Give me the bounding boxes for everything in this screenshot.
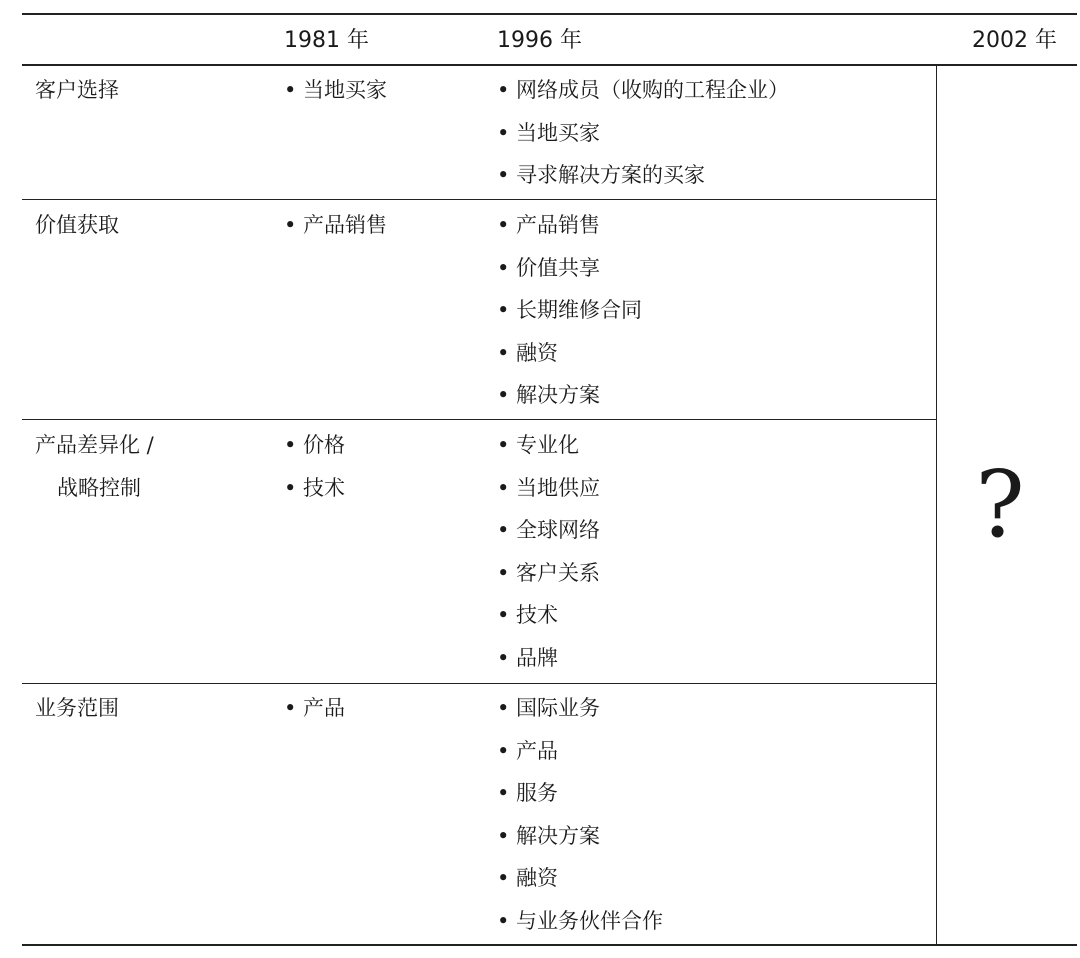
list-item: • 与业务伙伴合作 xyxy=(497,908,664,933)
label-line: 战略控制 xyxy=(57,475,141,500)
table-top-rule xyxy=(22,13,1077,15)
row-1996-value-capture xyxy=(497,210,642,423)
label-line: 业务范围 xyxy=(35,696,119,720)
row-divider xyxy=(22,199,936,200)
list-item: • 产品 xyxy=(284,696,346,720)
list-item: • 价格 xyxy=(284,433,346,457)
list-item: • 客户关系 xyxy=(497,560,601,585)
row-1981-value-capture xyxy=(284,210,387,253)
list-item: • 当地供应 xyxy=(497,475,601,500)
row-1981-business-scope xyxy=(284,693,345,736)
list-item: • 网络成员（收购的工程企业） xyxy=(497,78,790,102)
row-1981-differentiation xyxy=(284,430,345,515)
row-1981-customer-selection xyxy=(284,75,387,118)
header-2002: 2002 年 xyxy=(972,28,1057,53)
list-item: • 技术 xyxy=(284,475,346,500)
row-1996-business-scope xyxy=(497,693,663,949)
row-divider xyxy=(22,419,936,420)
question-mark-2002: ? xyxy=(975,451,1025,558)
list-item: • 产品销售 xyxy=(497,213,601,237)
list-item: • 当地买家 xyxy=(497,120,601,145)
list-item: • 品牌 xyxy=(497,645,559,670)
row-label-customer-selection xyxy=(35,75,119,118)
row-1996-customer-selection xyxy=(497,75,789,203)
header-1981: 1981 年 xyxy=(284,28,369,53)
list-item: • 寻求解决方案的买家 xyxy=(497,163,706,188)
list-item: • 专业化 xyxy=(497,433,580,457)
list-item: • 全球网络 xyxy=(497,518,601,543)
list-item: • 技术 xyxy=(497,603,559,628)
row-label-value-capture xyxy=(35,210,119,253)
list-item: • 价值共享 xyxy=(497,255,601,280)
list-item: • 解决方案 xyxy=(497,823,601,848)
header-bottom-rule xyxy=(22,64,1077,66)
column-divider-2002 xyxy=(936,65,937,945)
list-item: • 产品销售 xyxy=(284,213,388,237)
row-1996-differentiation xyxy=(497,430,600,686)
list-item: • 当地买家 xyxy=(284,78,388,102)
list-item: • 解决方案 xyxy=(497,383,601,408)
row-divider xyxy=(22,683,936,684)
label-line: 产品差异化 / xyxy=(35,433,154,457)
list-item: • 融资 xyxy=(497,866,559,891)
list-item: • 服务 xyxy=(497,781,559,806)
label-line: 客户选择 xyxy=(35,78,119,102)
list-item: • 长期维修合同 xyxy=(497,298,643,323)
header-1996: 1996 年 xyxy=(497,28,582,53)
list-item: • 产品 xyxy=(497,738,559,763)
list-item: • 融资 xyxy=(497,340,559,365)
row-label-business-scope xyxy=(35,693,119,736)
label-line: 价值获取 xyxy=(35,213,119,237)
row-label-differentiation xyxy=(35,430,154,515)
list-item: • 国际业务 xyxy=(497,696,601,720)
